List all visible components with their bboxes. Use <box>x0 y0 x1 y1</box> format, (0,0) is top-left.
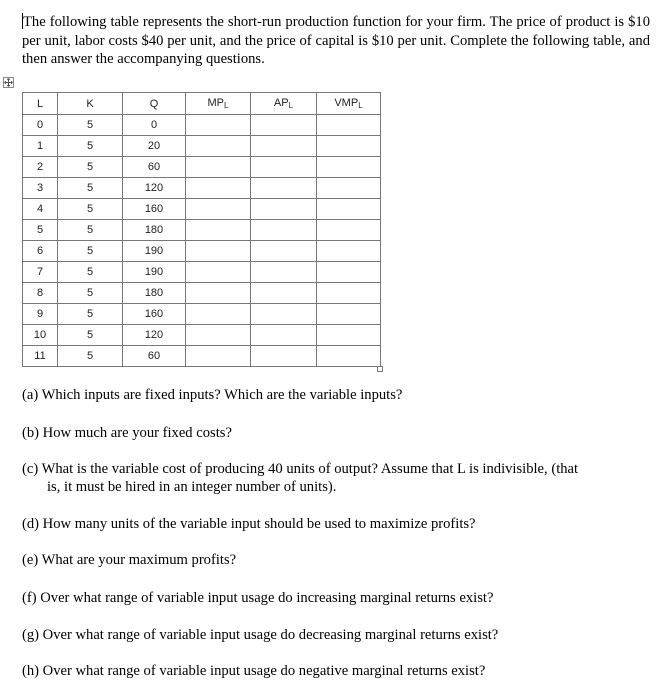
cell-vmp[interactable] <box>317 304 381 325</box>
question-d <box>22 515 652 533</box>
cell-mp[interactable] <box>186 199 251 220</box>
cell-mp[interactable] <box>186 136 251 157</box>
cell-k: 5 <box>58 157 123 178</box>
cell-k: 5 <box>58 325 123 346</box>
cell-ap[interactable] <box>251 136 317 157</box>
cell-k: 5 <box>58 262 123 283</box>
header-ap-text: AP <box>273 97 289 109</box>
table-row <box>23 283 381 304</box>
table-row <box>23 325 381 346</box>
question-b <box>22 424 652 442</box>
cell-ap[interactable] <box>251 157 317 178</box>
header-k: K <box>58 93 123 115</box>
question-h <box>22 662 652 680</box>
cell-mp[interactable] <box>186 157 251 178</box>
cell-q: 160 <box>123 304 186 325</box>
cell-l: 4 <box>23 199 58 220</box>
cell-q: 20 <box>123 136 186 157</box>
cell-vmp[interactable] <box>317 115 381 136</box>
cell-vmp[interactable] <box>317 199 381 220</box>
cell-l: 8 <box>23 283 58 304</box>
cell-vmp[interactable] <box>317 325 381 346</box>
question-line: (b) How much are your fixed costs? <box>22 425 232 441</box>
table-row <box>23 199 381 220</box>
cell-l: 2 <box>23 157 58 178</box>
cell-q: 60 <box>123 157 186 178</box>
cell-mp[interactable] <box>186 241 251 262</box>
cell-l: 0 <box>23 115 58 136</box>
table-move-handle-icon[interactable] <box>3 77 14 88</box>
cell-mp[interactable] <box>186 115 251 136</box>
cell-l: 11 <box>23 346 58 367</box>
cell-k: 5 <box>58 199 123 220</box>
table-row <box>23 136 381 157</box>
cell-q: 60 <box>123 346 186 367</box>
question-a <box>22 386 652 404</box>
question-c <box>22 460 652 496</box>
cell-ap[interactable] <box>251 220 317 241</box>
header-ap-subscript: L <box>288 101 294 110</box>
cell-l: 10 <box>23 325 58 346</box>
cell-ap[interactable] <box>251 346 317 367</box>
cell-ap[interactable] <box>251 304 317 325</box>
header-l: L <box>23 93 58 115</box>
cell-l: 9 <box>23 304 58 325</box>
table-header-row <box>23 93 381 115</box>
question-line: (e) What are your maximum profits? <box>22 552 237 568</box>
cell-vmp[interactable] <box>317 262 381 283</box>
cell-l: 1 <box>23 136 58 157</box>
question-line: (c) What is the variable cost of producing 40 units of output? Assume that L is indivisible, (that <box>22 461 579 477</box>
cell-k: 5 <box>58 346 123 367</box>
intro-text: The following table represents the short-run production function for your firm. The price of product is $10 per unit, labor costs $40 per unit, and the price of capital is $10 per unit. Complete the following table, and then answer the accompanying questions. <box>22 14 650 67</box>
table-row <box>23 157 381 178</box>
question-e <box>22 551 652 569</box>
cell-mp[interactable] <box>186 325 251 346</box>
cell-q: 190 <box>123 262 186 283</box>
cell-vmp[interactable] <box>317 346 381 367</box>
table-row <box>23 304 381 325</box>
cell-k: 5 <box>58 283 123 304</box>
cell-vmp[interactable] <box>317 178 381 199</box>
cell-k: 5 <box>58 178 123 199</box>
cell-mp[interactable] <box>186 283 251 304</box>
cell-l: 3 <box>23 178 58 199</box>
cell-ap[interactable] <box>251 199 317 220</box>
cell-q: 120 <box>123 178 186 199</box>
cell-k: 5 <box>58 304 123 325</box>
cell-mp[interactable] <box>186 304 251 325</box>
cell-ap[interactable] <box>251 241 317 262</box>
header-ap <box>251 93 317 115</box>
intro-paragraph <box>22 13 650 69</box>
header-mp-text: MP <box>207 97 225 109</box>
cell-q: 180 <box>123 283 186 304</box>
cell-q: 180 <box>123 220 186 241</box>
cell-vmp[interactable] <box>317 157 381 178</box>
question-line: (a) Which inputs are fixed inputs? Which are the variable inputs? <box>22 387 403 403</box>
question-line: (d) How many units of the variable input should be used to maximize profits? <box>22 516 476 532</box>
header-mp-subscript: L <box>224 101 229 110</box>
cell-k: 5 <box>58 220 123 241</box>
question-line: (g) Over what range of variable input usage do decreasing marginal returns exist? <box>22 627 499 643</box>
question-f <box>22 589 652 607</box>
question-g <box>22 626 652 644</box>
cell-mp[interactable] <box>186 262 251 283</box>
cell-l: 5 <box>23 220 58 241</box>
production-table[interactable] <box>22 92 381 367</box>
table-row <box>23 115 381 136</box>
cell-l: 7 <box>23 262 58 283</box>
cell-q: 0 <box>123 115 186 136</box>
cell-vmp[interactable] <box>317 241 381 262</box>
table-row <box>23 241 381 262</box>
header-vmp <box>317 93 381 115</box>
cell-vmp[interactable] <box>317 220 381 241</box>
question-line: (h) Over what range of variable input usage do negative marginal returns exist? <box>22 663 486 679</box>
table-row <box>23 346 381 367</box>
cell-k: 5 <box>58 241 123 262</box>
question-line: (f) Over what range of variable input usage do increasing marginal returns exist? <box>22 590 494 606</box>
cell-ap[interactable] <box>251 325 317 346</box>
header-vmp-subscript: L <box>358 101 363 110</box>
cell-q: 190 <box>123 241 186 262</box>
table-row <box>23 178 381 199</box>
cell-q: 120 <box>123 325 186 346</box>
header-mp <box>186 93 251 115</box>
cell-k: 5 <box>58 115 123 136</box>
cell-mp[interactable] <box>186 346 251 367</box>
table-row <box>23 262 381 283</box>
question-continuation: is, it must be hired in an integer number of units). <box>47 479 337 495</box>
header-q: Q <box>123 93 186 115</box>
cell-ap[interactable] <box>251 283 317 304</box>
table-resize-handle[interactable] <box>377 366 383 372</box>
cell-mp[interactable] <box>186 178 251 199</box>
cell-k: 5 <box>58 136 123 157</box>
cell-vmp[interactable] <box>317 283 381 304</box>
cell-ap[interactable] <box>251 262 317 283</box>
cell-vmp[interactable] <box>317 136 381 157</box>
cell-ap[interactable] <box>251 115 317 136</box>
table-body <box>23 115 381 367</box>
cell-l: 6 <box>23 241 58 262</box>
table-row <box>23 220 381 241</box>
cell-q: 160 <box>123 199 186 220</box>
cell-ap[interactable] <box>251 178 317 199</box>
header-vmp-text: VMP <box>334 97 359 109</box>
cell-mp[interactable] <box>186 220 251 241</box>
